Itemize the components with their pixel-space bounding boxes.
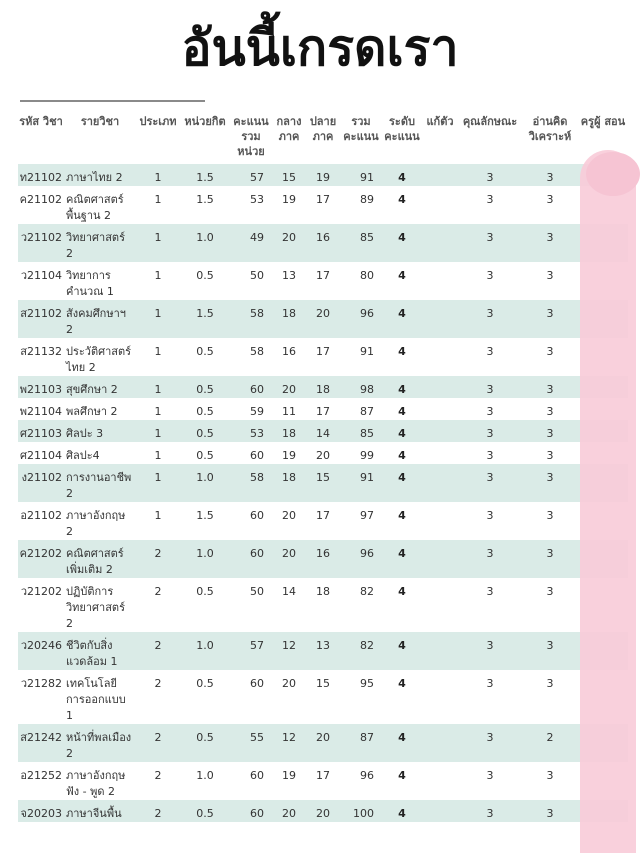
cell-final: 20 xyxy=(306,442,340,464)
cell-name: สังคมศึกษาฯ 2 xyxy=(64,300,136,338)
cell-retake xyxy=(422,398,458,420)
cell-code: ว20246 xyxy=(18,632,64,670)
cell-credit: 0.5 xyxy=(180,338,230,376)
cell-reading: 3 xyxy=(522,186,578,224)
cell-attributes: 3 xyxy=(458,164,522,186)
cell-attributes: 3 xyxy=(458,632,522,670)
cell-type: 1 xyxy=(136,376,180,398)
cell-code: อ21102 xyxy=(18,502,64,540)
cell-total: 96 xyxy=(340,300,382,338)
grades-table-container[interactable] xyxy=(18,102,628,853)
cell-grade: 4 xyxy=(382,800,422,822)
header-final: ปลาย ภาค xyxy=(306,102,340,164)
header-teacher: ครูผู้ สอน xyxy=(578,102,628,164)
cell-reading: 3 xyxy=(522,464,578,502)
cell-type: 1 xyxy=(136,338,180,376)
cell-midterm: 20 xyxy=(272,376,306,398)
cell-midterm: 19 xyxy=(272,442,306,464)
cell-credit: 1.0 xyxy=(180,224,230,262)
cell-grade: 4 xyxy=(382,632,422,670)
cell-retake xyxy=(422,578,458,632)
cell-name: วิทยาการคำนวณ 1 xyxy=(64,262,136,300)
cell-unit-score: 60 xyxy=(230,502,272,540)
cell-grade: 4 xyxy=(382,724,422,762)
cell-midterm: 20 xyxy=(272,502,306,540)
cell-name: คณิตศาสตร์เพิ่มเติม 2 xyxy=(64,540,136,578)
cell-unit-score: 53 xyxy=(230,186,272,224)
cell-attributes: 3 xyxy=(458,464,522,502)
cell-grade: 4 xyxy=(382,262,422,300)
cell-final: 17 xyxy=(306,338,340,376)
cell-code: ค21202 xyxy=(18,540,64,578)
cell-attributes: 3 xyxy=(458,224,522,262)
cell-attributes: 3 xyxy=(458,670,522,724)
cell-name: ประวัติศาสตร์ไทย 2 xyxy=(64,338,136,376)
cell-reading: 3 xyxy=(522,300,578,338)
cell-unit-score: 50 xyxy=(230,262,272,300)
cell-retake xyxy=(422,724,458,762)
cell-final: 17 xyxy=(306,262,340,300)
cell-reading: 3 xyxy=(522,502,578,540)
cell-credit: 0.5 xyxy=(180,398,230,420)
table-row xyxy=(18,186,628,224)
cell-final: 15 xyxy=(306,464,340,502)
cell-reading: 3 xyxy=(522,800,578,822)
cell-unit-score: 57 xyxy=(230,632,272,670)
cell-name: ศิลปะ4 xyxy=(64,442,136,464)
cell-reading: 3 xyxy=(522,398,578,420)
cell-type: 2 xyxy=(136,578,180,632)
cell-credit: 1.5 xyxy=(180,300,230,338)
cell-code: ว21202 xyxy=(18,578,64,632)
cell-grade: 4 xyxy=(382,578,422,632)
cell-reading: 3 xyxy=(522,224,578,262)
cell-grade: 4 xyxy=(382,338,422,376)
cell-attributes: 3 xyxy=(458,376,522,398)
cell-unit-score: 58 xyxy=(230,464,272,502)
table-row xyxy=(18,670,628,724)
cell-grade: 4 xyxy=(382,376,422,398)
cell-credit: 1.0 xyxy=(180,762,230,800)
cell-credit: 0.5 xyxy=(180,376,230,398)
cell-retake xyxy=(422,186,458,224)
cell-total: 96 xyxy=(340,762,382,800)
cell-code: อ21252 xyxy=(18,762,64,800)
cell-final: 15 xyxy=(306,670,340,724)
cell-name: คณิตศาสตร์พื้นฐาน 2 xyxy=(64,186,136,224)
cell-total: 100 xyxy=(340,800,382,822)
cell-retake xyxy=(422,224,458,262)
cell-code: ส21102 xyxy=(18,300,64,338)
cell-final: 17 xyxy=(306,398,340,420)
table-header-row xyxy=(18,102,628,164)
header-total: รวม คะแนน xyxy=(340,102,382,164)
cell-credit: 0.5 xyxy=(180,670,230,724)
cell-unit-score: 60 xyxy=(230,540,272,578)
cell-retake xyxy=(422,338,458,376)
cell-credit: 1.0 xyxy=(180,632,230,670)
table-row xyxy=(18,300,628,338)
cell-type: 1 xyxy=(136,164,180,186)
cell-reading: 3 xyxy=(522,670,578,724)
cell-midterm: 15 xyxy=(272,164,306,186)
cell-midterm: 14 xyxy=(272,578,306,632)
cell-attributes: 3 xyxy=(458,262,522,300)
cell-total: 85 xyxy=(340,224,382,262)
cell-retake xyxy=(422,800,458,822)
cell-total: 91 xyxy=(340,464,382,502)
cell-final: 20 xyxy=(306,800,340,822)
cell-unit-score: 58 xyxy=(230,300,272,338)
header-name: รายวิชา xyxy=(64,102,136,164)
cell-attributes: 3 xyxy=(458,186,522,224)
cell-midterm: 18 xyxy=(272,300,306,338)
cell-type: 2 xyxy=(136,540,180,578)
cell-unit-score: 59 xyxy=(230,398,272,420)
cell-grade: 4 xyxy=(382,224,422,262)
table-row xyxy=(18,724,628,762)
headline-title: อันนี้เกรดเรา xyxy=(181,19,459,77)
cell-attributes: 3 xyxy=(458,420,522,442)
cell-type: 1 xyxy=(136,464,180,502)
cell-unit-score: 55 xyxy=(230,724,272,762)
cell-credit: 0.5 xyxy=(180,800,230,822)
cell-code: ส21242 xyxy=(18,724,64,762)
cell-name: พลศึกษา 2 xyxy=(64,398,136,420)
cell-reading: 3 xyxy=(522,762,578,800)
cell-final: 17 xyxy=(306,762,340,800)
cell-name: เทคโนโลยีการออกแบบ 1 xyxy=(64,670,136,724)
table-row xyxy=(18,420,628,442)
cell-type: 2 xyxy=(136,800,180,822)
cell-grade: 4 xyxy=(382,502,422,540)
cell-final: 18 xyxy=(306,376,340,398)
cell-type: 2 xyxy=(136,724,180,762)
cell-reading: 3 xyxy=(522,420,578,442)
cell-retake xyxy=(422,464,458,502)
cell-final: 14 xyxy=(306,420,340,442)
cell-midterm: 19 xyxy=(272,186,306,224)
cell-credit: 0.5 xyxy=(180,420,230,442)
cell-attributes: 3 xyxy=(458,724,522,762)
cell-unit-score: 58 xyxy=(230,338,272,376)
cell-grade: 4 xyxy=(382,398,422,420)
cell-grade: 4 xyxy=(382,186,422,224)
cell-credit: 0.5 xyxy=(180,262,230,300)
header-unit-score: คะแนน รวม หน่วย xyxy=(230,102,272,164)
cell-credit: 1.0 xyxy=(180,540,230,578)
cell-attributes: 3 xyxy=(458,300,522,338)
cell-final: 16 xyxy=(306,224,340,262)
cell-final: 20 xyxy=(306,724,340,762)
cell-total: 85 xyxy=(340,420,382,442)
cell-midterm: 20 xyxy=(272,670,306,724)
cell-attributes: 3 xyxy=(458,338,522,376)
grades-table xyxy=(18,102,628,822)
cell-type: 2 xyxy=(136,670,180,724)
cell-unit-score: 53 xyxy=(230,420,272,442)
header-reading: อ่านคิด วิเคราะห์ xyxy=(522,102,578,164)
cell-credit: 0.5 xyxy=(180,724,230,762)
cell-total: 89 xyxy=(340,186,382,224)
cell-attributes: 3 xyxy=(458,398,522,420)
cell-type: 1 xyxy=(136,398,180,420)
cell-total: 99 xyxy=(340,442,382,464)
cell-name: ภาษาจีนพื้น xyxy=(64,800,136,822)
cell-reading: 3 xyxy=(522,376,578,398)
header-retake: แก้ตัว xyxy=(422,102,458,164)
cell-credit: 1.5 xyxy=(180,186,230,224)
cell-midterm: 16 xyxy=(272,338,306,376)
cell-grade: 4 xyxy=(382,164,422,186)
cell-code: ง21102 xyxy=(18,464,64,502)
cell-reading: 2 xyxy=(522,724,578,762)
cell-credit: 1.0 xyxy=(180,464,230,502)
cell-retake xyxy=(422,164,458,186)
cell-code: พ21104 xyxy=(18,398,64,420)
cell-attributes: 3 xyxy=(458,540,522,578)
cell-code: ค21102 xyxy=(18,186,64,224)
cell-attributes: 3 xyxy=(458,442,522,464)
cell-attributes: 3 xyxy=(458,502,522,540)
cell-midterm: 20 xyxy=(272,540,306,578)
cell-name: หน้าที่พลเมือง 2 xyxy=(64,724,136,762)
cell-midterm: 11 xyxy=(272,398,306,420)
cell-credit: 0.5 xyxy=(180,578,230,632)
cell-code: ท21102 xyxy=(18,164,64,186)
pink-highlight-stroke xyxy=(580,150,636,853)
table-row xyxy=(18,376,628,398)
cell-unit-score: 60 xyxy=(230,670,272,724)
cell-midterm: 19 xyxy=(272,762,306,800)
cell-unit-score: 60 xyxy=(230,762,272,800)
cell-name: สุขศึกษา 2 xyxy=(64,376,136,398)
cell-reading: 3 xyxy=(522,442,578,464)
table-row xyxy=(18,800,628,822)
table-row xyxy=(18,338,628,376)
header-attributes: คุณลักษณะ xyxy=(458,102,522,164)
cell-credit: 0.5 xyxy=(180,442,230,464)
cell-code: จ20203 xyxy=(18,800,64,822)
cell-total: 97 xyxy=(340,502,382,540)
cell-name: การงานอาชีพ 2 xyxy=(64,464,136,502)
cell-midterm: 18 xyxy=(272,420,306,442)
cell-name: ปฏิบัติการวิทยาศาสตร์ 2 xyxy=(64,578,136,632)
cell-code: ส21132 xyxy=(18,338,64,376)
cell-retake xyxy=(422,442,458,464)
cell-final: 18 xyxy=(306,578,340,632)
table-row xyxy=(18,398,628,420)
cell-attributes: 3 xyxy=(458,578,522,632)
cell-total: 98 xyxy=(340,376,382,398)
cell-midterm: 20 xyxy=(272,800,306,822)
cell-retake xyxy=(422,420,458,442)
cell-total: 82 xyxy=(340,632,382,670)
table-row xyxy=(18,164,628,186)
cell-reading: 3 xyxy=(522,338,578,376)
cell-final: 13 xyxy=(306,632,340,670)
cell-grade: 4 xyxy=(382,300,422,338)
cell-reading: 3 xyxy=(522,540,578,578)
cell-final: 16 xyxy=(306,540,340,578)
table-row xyxy=(18,262,628,300)
cell-unit-score: 60 xyxy=(230,442,272,464)
table-row xyxy=(18,762,628,800)
cell-total: 80 xyxy=(340,262,382,300)
header-grade: ระดับ คะแนน xyxy=(382,102,422,164)
cell-grade: 4 xyxy=(382,540,422,578)
table-row xyxy=(18,442,628,464)
cell-name: ภาษาอังกฤษ 2 xyxy=(64,502,136,540)
cell-midterm: 20 xyxy=(272,224,306,262)
table-row xyxy=(18,578,628,632)
cell-retake xyxy=(422,762,458,800)
cell-name: ชีวิตกับสิ่งแวดล้อม 1 xyxy=(64,632,136,670)
cell-total: 95 xyxy=(340,670,382,724)
cell-type: 1 xyxy=(136,186,180,224)
cell-grade: 4 xyxy=(382,442,422,464)
header-midterm: กลาง ภาค xyxy=(272,102,306,164)
cell-unit-score: 49 xyxy=(230,224,272,262)
cell-midterm: 12 xyxy=(272,632,306,670)
cell-grade: 4 xyxy=(382,670,422,724)
cell-code: พ21103 xyxy=(18,376,64,398)
cell-name: ศิลปะ 3 xyxy=(64,420,136,442)
cell-type: 1 xyxy=(136,224,180,262)
cell-total: 82 xyxy=(340,578,382,632)
cell-name: ภาษาอังกฤษฟัง - พูด 2 xyxy=(64,762,136,800)
cell-code: ว21282 xyxy=(18,670,64,724)
cell-unit-score: 60 xyxy=(230,800,272,822)
cell-code: ศ21104 xyxy=(18,442,64,464)
table-row xyxy=(18,224,628,262)
table-row xyxy=(18,540,628,578)
cell-total: 87 xyxy=(340,398,382,420)
cell-reading: 3 xyxy=(522,632,578,670)
cell-retake xyxy=(422,262,458,300)
cell-type: 1 xyxy=(136,442,180,464)
cell-final: 17 xyxy=(306,502,340,540)
cell-final: 19 xyxy=(306,164,340,186)
cell-unit-score: 57 xyxy=(230,164,272,186)
cell-code: ศ21103 xyxy=(18,420,64,442)
cell-retake xyxy=(422,632,458,670)
cell-type: 1 xyxy=(136,420,180,442)
cell-retake xyxy=(422,300,458,338)
table-body xyxy=(18,164,628,822)
cell-reading: 3 xyxy=(522,262,578,300)
header-type: ประเภท xyxy=(136,102,180,164)
cell-retake xyxy=(422,540,458,578)
table-row xyxy=(18,632,628,670)
cell-code: ว21102 xyxy=(18,224,64,262)
cell-name: ภาษาไทย 2 xyxy=(64,164,136,186)
cell-total: 87 xyxy=(340,724,382,762)
header-code: รหัส วิชา xyxy=(18,102,64,164)
cell-grade: 4 xyxy=(382,762,422,800)
cell-retake xyxy=(422,502,458,540)
cell-retake xyxy=(422,670,458,724)
cell-credit: 1.5 xyxy=(180,502,230,540)
header-credit: หน่วยกิต xyxy=(180,102,230,164)
cell-retake xyxy=(422,376,458,398)
cell-grade: 4 xyxy=(382,420,422,442)
cell-type: 2 xyxy=(136,632,180,670)
cell-reading: 3 xyxy=(522,164,578,186)
cell-midterm: 18 xyxy=(272,464,306,502)
cell-final: 17 xyxy=(306,186,340,224)
cell-grade: 4 xyxy=(382,464,422,502)
table-row xyxy=(18,464,628,502)
pink-highlight-blob xyxy=(586,152,640,196)
cell-type: 1 xyxy=(136,300,180,338)
cell-code: ว21104 xyxy=(18,262,64,300)
cell-total: 91 xyxy=(340,164,382,186)
cell-total: 96 xyxy=(340,540,382,578)
cell-reading: 3 xyxy=(522,578,578,632)
cell-attributes: 3 xyxy=(458,800,522,822)
cell-type: 1 xyxy=(136,502,180,540)
table-row xyxy=(18,502,628,540)
cell-type: 2 xyxy=(136,762,180,800)
cell-attributes: 3 xyxy=(458,762,522,800)
cell-total: 91 xyxy=(340,338,382,376)
cell-name: วิทยาศาสตร์ 2 xyxy=(64,224,136,262)
cell-credit: 1.5 xyxy=(180,164,230,186)
cell-midterm: 12 xyxy=(272,724,306,762)
cell-final: 20 xyxy=(306,300,340,338)
cell-unit-score: 60 xyxy=(230,376,272,398)
cell-unit-score: 50 xyxy=(230,578,272,632)
cell-type: 1 xyxy=(136,262,180,300)
cell-midterm: 13 xyxy=(272,262,306,300)
